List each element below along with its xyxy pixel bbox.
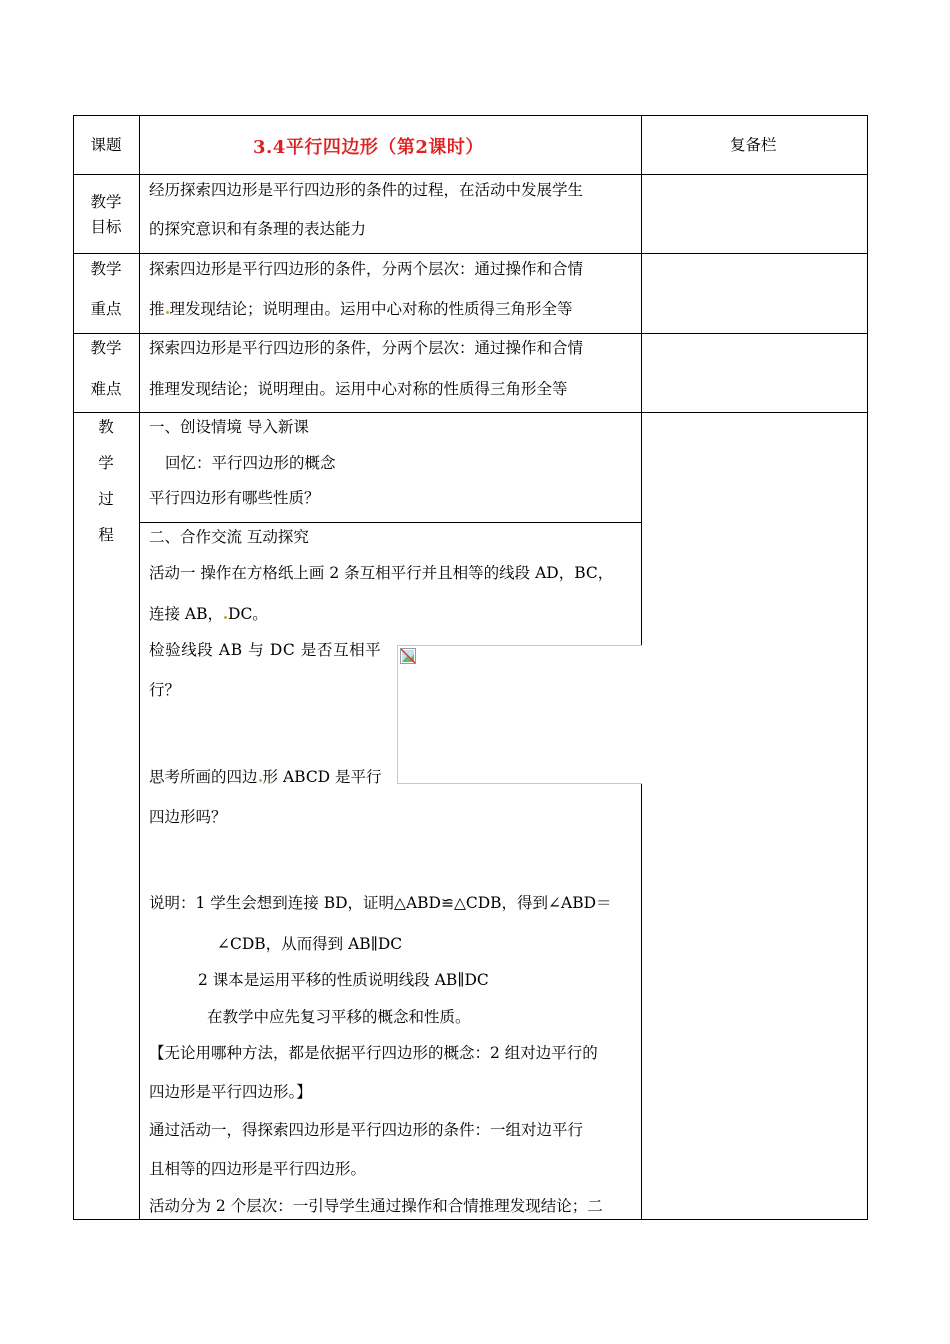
think-question-2: 四边形吗？ [149,808,227,826]
note-line-3: 2 课本是运用平移的性质说明线段 AB∥DC [198,971,489,989]
difficulties-label-1: 教学 [90,339,122,357]
process-label-char-4: 程 [98,526,114,544]
levels-line-1: 活动分为 2 个层次：一引导学生通过操作和合情推理发现结论；二 [149,1197,603,1215]
note-line-1: 说明：1 学生会想到连接 BD，证明△ABD≌△CDB，得到∠ABD＝ [149,894,612,912]
objective-label-2: 目标 [90,218,122,236]
activity-1-connect: 连接 AB， DC。 [149,605,268,623]
concept-note-2: 四边形是平行四边形。】 [149,1083,312,1101]
activity-1-text: 活动一 操作在方格纸上画 2 条互相平行并且相等的线段 AD，BC， [149,564,614,582]
table-left-border [73,115,74,1220]
table-top-border [73,115,868,116]
row-divider-2 [73,253,868,254]
section-1-recall: 回忆：平行四边形的概念 [165,454,336,472]
row-divider-4 [73,412,868,413]
summary-line-1: 通过活动一，得探索四边形是平行四边形的条件：一组对边平行 [149,1121,584,1139]
key-points-label-2: 重点 [90,300,122,318]
objective-label-1: 教学 [90,193,122,211]
difficulties-label-2: 难点 [90,380,122,398]
key-points-text-2: 推 理发现结论；说明理由。运用中心对称的性质得三角形全等 [149,300,573,318]
marker-dot [166,311,169,314]
section-divider [139,522,642,523]
marker-dot [259,779,262,782]
marker-dot [224,616,227,619]
process-label-char-2: 学 [98,454,114,472]
check-question-2: 行？ [149,681,181,699]
row-divider-3 [73,333,868,334]
key-points-label-1: 教学 [90,260,122,278]
section-2-heading: 二、合作交流 互动探究 [149,528,309,546]
difficulties-text-1: 探索四边形是平行四边形的条件，分两个层次：通过操作和合情 [149,339,584,357]
objective-text-2: 的探究意识和有条理的表达能力 [149,220,367,238]
section-1-question: 平行四边形有哪些性质？ [149,489,320,507]
course-label: 课题 [90,136,122,154]
figure-image-placeholder [397,645,642,784]
table-label-divider [139,115,140,1220]
summary-line-2: 且相等的四边形是平行四边形。 [149,1160,367,1178]
difficulties-text-2: 推理发现结论；说明理由。运用中心对称的性质得三角形全等 [149,380,568,398]
note-line-2: ∠CDB，从而得到 AB∥DC [217,935,403,953]
review-column-label: 复备栏 [730,136,777,154]
section-1-heading: 一、创设情境 导入新课 [149,418,309,436]
page-title: 3.4平行四边形（第2课时） [253,137,484,158]
table-bottom-border [73,1219,868,1220]
key-points-text-1: 探索四边形是平行四边形的条件，分两个层次：通过操作和合情 [149,260,584,278]
objective-text-1: 经历探索四边形是平行四边形的条件的过程，在活动中发展学生 [149,181,584,199]
table-right-border [867,115,868,1220]
process-label-char-1: 教 [98,418,114,436]
row-divider-1 [73,174,868,175]
check-question-1: 检验线段 AB 与 DC 是否互相平 [149,641,382,659]
think-question-1: 思考所画的四边 形 ABCD 是平行 [149,768,382,786]
note-line-4: 在教学中应先复习平移的概念和性质。 [207,1008,471,1026]
process-label-char-3: 过 [98,490,114,508]
broken-image-icon [400,648,416,664]
concept-note-1: 【无论用哪种方法，都是依据平行四边形的概念：2 组对边平行的 [149,1044,598,1062]
